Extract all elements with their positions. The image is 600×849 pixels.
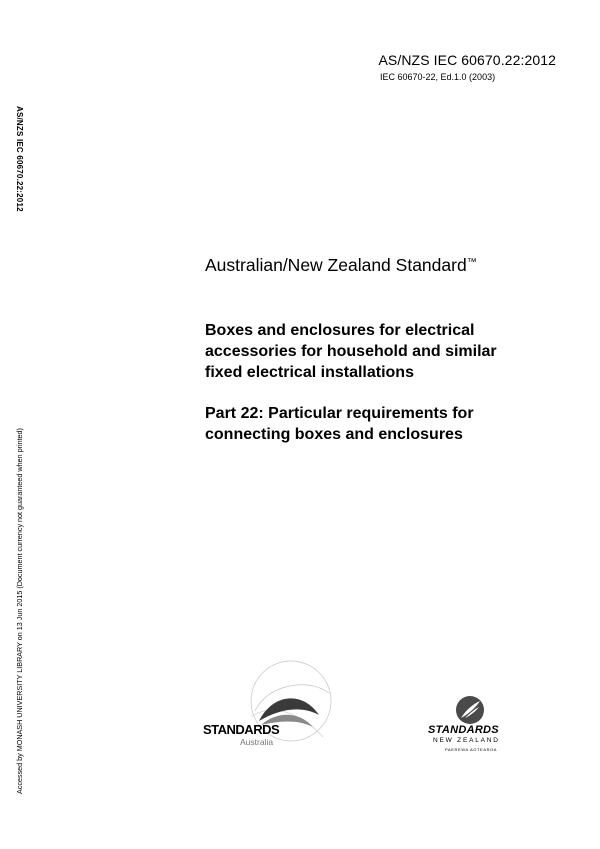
side-standard-code bbox=[8, 106, 28, 246]
document-title-line: Boxes and enclosures for electrical bbox=[205, 322, 475, 339]
logo-au-subtitle: Australia bbox=[240, 737, 274, 747]
document-title-line: accessories for household and similar bbox=[205, 343, 497, 360]
part-title-line: connecting boxes and enclosures bbox=[205, 426, 463, 443]
side-access-note-text: Accessed by MONASH UNIVERSITY LIBRARY on 13 Jun 2015 (Document currency not guaranteed when printed) bbox=[15, 428, 24, 794]
part-title bbox=[205, 403, 565, 445]
trademark-symbol: ™ bbox=[466, 257, 477, 268]
logo-au-wordmark: STANDARDS bbox=[203, 722, 280, 737]
document-title bbox=[205, 320, 565, 383]
logo-nz-maori-name: PAEREWA AOTEAROA bbox=[445, 747, 498, 752]
series-title-text: Australian/New Zealand Standard bbox=[205, 255, 467, 275]
document-title-line: fixed electrical installations bbox=[205, 364, 414, 381]
logo-nz-country: NEW ZEALAND bbox=[433, 737, 500, 744]
logo-nz-wordmark: STANDARDS bbox=[428, 724, 499, 736]
side-standard-code-text: AS/NZS IEC 60670.22:2012 bbox=[15, 106, 24, 212]
standards-nz-fern-icon bbox=[428, 694, 528, 726]
side-access-note bbox=[4, 384, 24, 814]
standards-new-zealand-logo bbox=[428, 694, 528, 764]
standards-australia-logo bbox=[203, 655, 333, 750]
iec-reference: IEC 60670-22, Ed.1.0 (2003) bbox=[380, 72, 496, 82]
part-title-line: Part 22: Particular requirements for bbox=[205, 405, 474, 422]
series-title bbox=[205, 255, 477, 276]
standard-number: AS/NZS IEC 60670.22:2012 bbox=[378, 52, 556, 68]
